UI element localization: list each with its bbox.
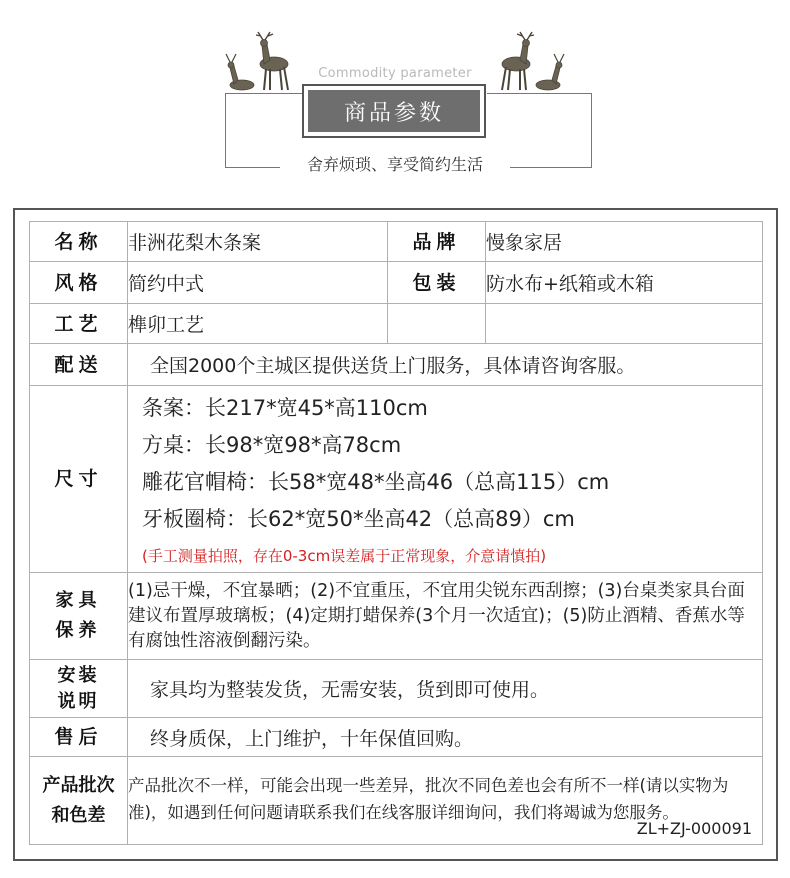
install-value: 家具均为整装发货，无需安装，货到即可使用。 [128, 660, 763, 718]
spec-value: 非洲花梨木条案 [128, 222, 388, 262]
batch-text: 产品批次不一样，可能会出现一些差异，批次不同色差也会有所不一样(请以实物为准)，如遇到任何问题请联系我们在线客服详细询问，我们将竭诚为您服务。 [128, 775, 729, 822]
section-title-frame [302, 84, 486, 138]
table-row [30, 573, 763, 660]
size-line-official-chair: 雕花官帽椅：长58*宽48*坐高46（总高115）cm [142, 470, 610, 494]
deer-decoration-icon [486, 30, 570, 96]
spec-label: 工艺 [30, 304, 128, 344]
size-label: 尺寸 [30, 386, 128, 573]
batch-label [30, 757, 128, 845]
spec-label: 品牌 [388, 222, 486, 262]
table-row [30, 660, 763, 718]
delivery-label: 配送 [30, 344, 128, 386]
aftersale-label: 售后 [30, 718, 128, 757]
batch-cell [128, 757, 763, 845]
spec-value [486, 304, 763, 344]
spec-table [29, 221, 763, 845]
install-label-line2: 说明 [57, 690, 100, 712]
table-row [30, 304, 763, 344]
deer-decoration-icon [222, 30, 306, 96]
install-label [30, 660, 128, 718]
size-line-square-table: 方桌：长98*宽98*高78cm [142, 433, 402, 457]
spec-label [388, 304, 486, 344]
table-row [30, 757, 763, 845]
size-value [128, 386, 763, 573]
spec-value: 榫卯工艺 [128, 304, 388, 344]
care-text: (1)忌干燥，不宜暴晒；(2)不宜重压，不宜用尖锐东西刮擦；(3)台桌类家具台面建议布置厚玻璃板；(4)定期打蜡保养(3个月一次适宜)；(5)防止酒精、香蕉水等有腐蚀性溶液倒翻污染。 [128, 573, 763, 660]
slogan: 舍弃烦琐、享受简约生活 [280, 153, 510, 177]
table-row [30, 262, 763, 304]
spec-label: 名称 [30, 222, 128, 262]
size-line-table: 条案：长217*宽45*高110cm [142, 396, 428, 420]
care-label-line2: 保养 [55, 620, 102, 641]
spec-table-frame [13, 208, 778, 861]
product-code: ZL+ZJ-000091 [636, 819, 752, 838]
spec-label: 包装 [388, 262, 486, 304]
aftersale-value: 终身质保，上门维护，十年保值回购。 [128, 718, 763, 757]
section-title: 商品参数 [308, 90, 480, 132]
spec-value: 防水布+纸箱或木箱 [486, 262, 763, 304]
install-label-line1: 安装 [57, 664, 100, 686]
table-row [30, 222, 763, 262]
spec-value: 简约中式 [128, 262, 388, 304]
size-line-round-chair: 牙板圈椅：长62*宽50*坐高42（总高89）cm [142, 507, 575, 531]
header [0, 0, 790, 200]
batch-label-line2: 和色差 [51, 804, 106, 826]
english-subtitle: Commodity parameter [318, 66, 472, 81]
care-label-line1: 家具 [55, 590, 102, 611]
spec-value: 慢象家居 [486, 222, 763, 262]
batch-label-line1: 产品批次 [42, 774, 115, 796]
delivery-value: 全国2000个主城区提供送货上门服务，具体请咨询客服。 [128, 344, 763, 386]
table-row [30, 718, 763, 757]
size-note: (手工测量拍照，存在0-3cm误差属于正常现象，介意请慎拍) [142, 547, 547, 565]
table-row [30, 386, 763, 573]
table-row [30, 344, 763, 386]
spec-label: 风格 [30, 262, 128, 304]
care-label [30, 573, 128, 660]
